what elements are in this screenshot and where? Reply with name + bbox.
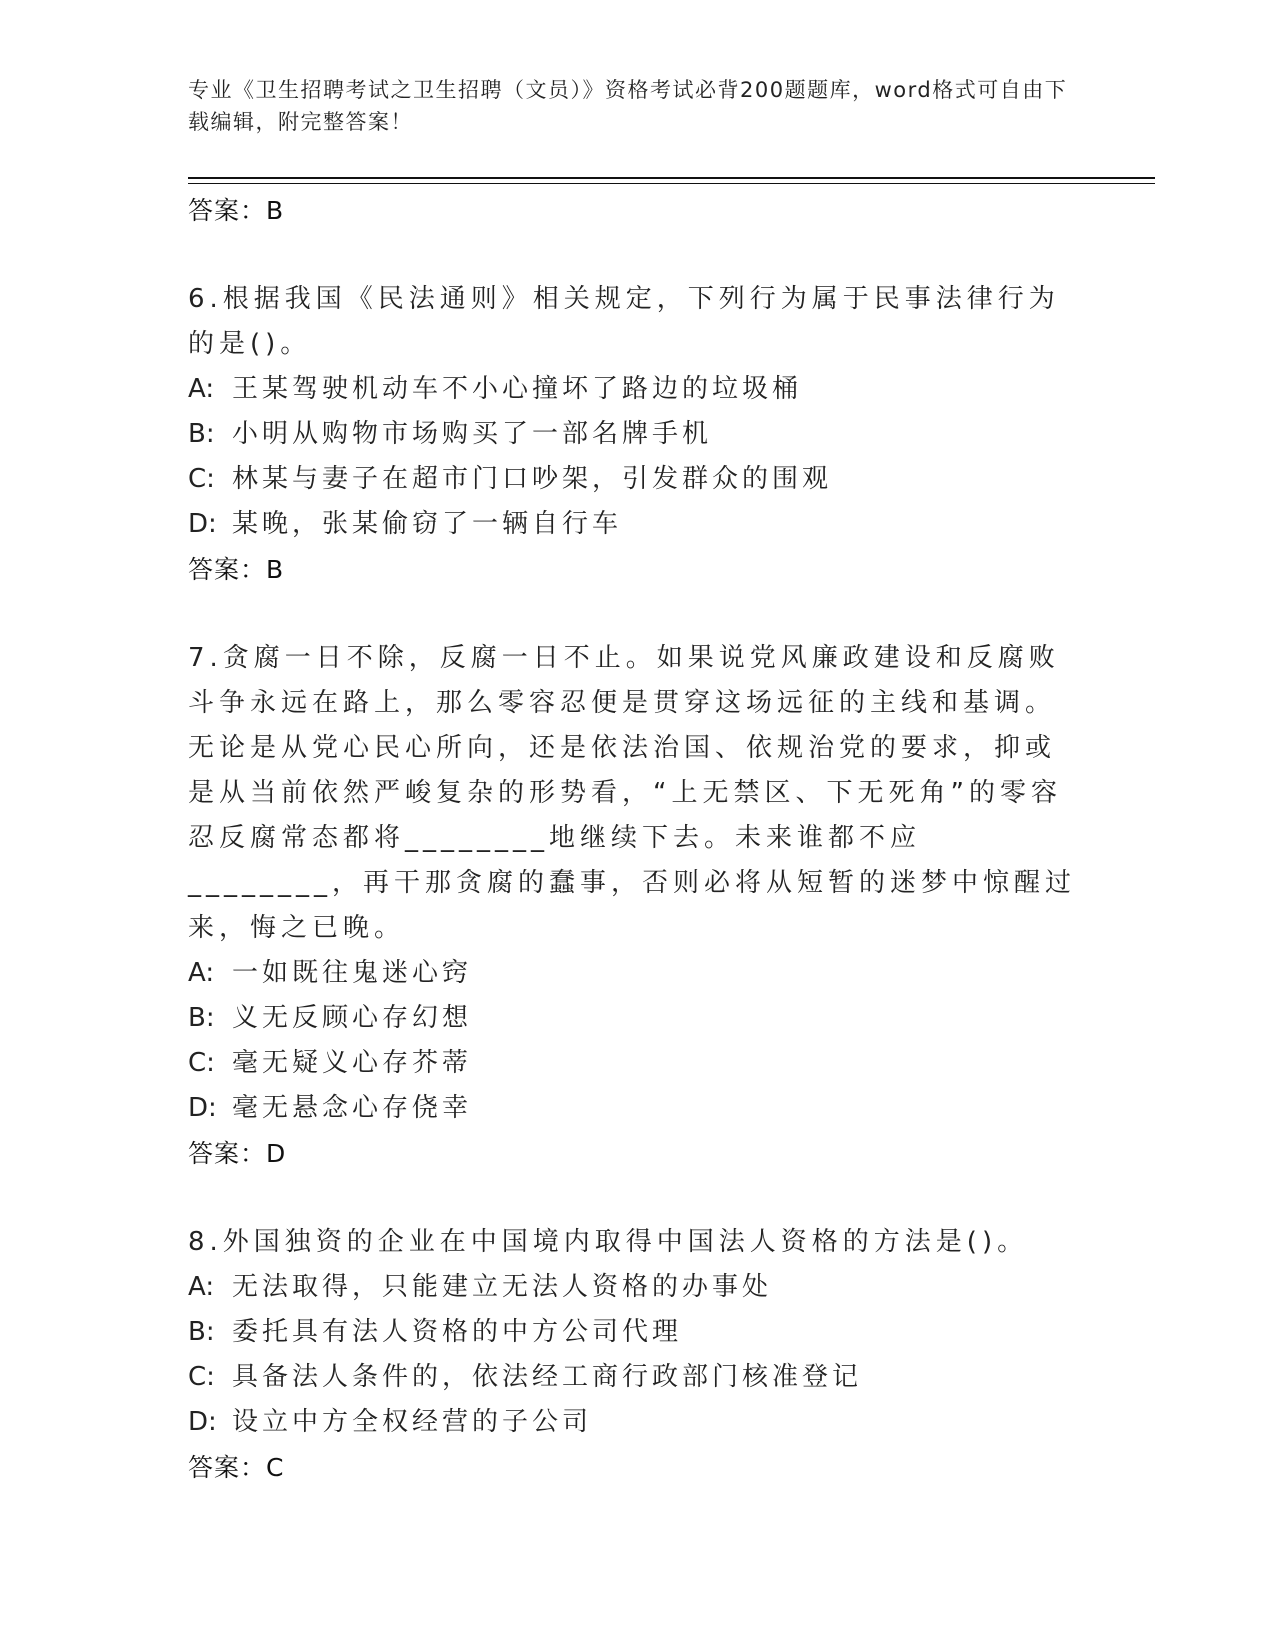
option-letter: C: [188, 1362, 215, 1392]
option-b [188, 1310, 1078, 1355]
option-letter: D: [188, 1407, 217, 1437]
question-block [188, 277, 1078, 593]
option-letter: D: [188, 1093, 217, 1123]
option-text: 无法取得，只能建立无法人资格的办事处 [232, 1272, 773, 1302]
option-text: 一如既往鬼迷心窍 [232, 958, 473, 988]
document-header: 专业《卫生招聘考试之卫生招聘（文员）》资格考试必背200题题库，word格式可自由下载编辑，附完整答案！ [188, 78, 1068, 134]
option-letter: C: [188, 1048, 215, 1078]
option-b [188, 996, 1078, 1041]
option-text: 王某驾驶机动车不小心撞坏了路边的垃圾桶 [232, 374, 803, 404]
option-c [188, 1355, 1078, 1400]
option-letter: A: [188, 1272, 215, 1302]
option-text: 具备法人条件的，依法经工商行政部门核准登记 [232, 1362, 863, 1392]
option-a [188, 1265, 1078, 1310]
header-divider-thick [188, 177, 1155, 179]
answer-line: 答案：D [188, 1139, 287, 1168]
answer-line: 答案：B [188, 555, 285, 584]
option-letter: A: [188, 958, 215, 988]
option-letter: B: [188, 1003, 215, 1033]
question-block [188, 636, 1078, 1177]
option-b [188, 412, 1078, 457]
option-letter: D: [188, 509, 217, 539]
header-divider-thin [188, 183, 1155, 184]
option-d [188, 1400, 1078, 1445]
answer-line: 答案：B [188, 196, 285, 225]
option-text: 毫无疑义心存芥蒂 [232, 1048, 473, 1078]
question-text: 6.根据我国《民法通则》相关规定，下列行为属于民事法律行为的是()。 [188, 284, 1060, 359]
option-text: 委托具有法人资格的中方公司代理 [232, 1317, 683, 1347]
option-c [188, 1041, 1078, 1086]
option-letter: A: [188, 374, 215, 404]
question-text: 7.贪腐一日不除，反腐一日不止。如果说党风廉政建设和反腐败斗争永远在路上，那么零容忍便是贯穿这场远征的主线和基调。无论是从党心民心所向，还是依法治国、依规治党的要求，抑或是从当前依然严峻复杂的形势看，“上无禁区、下无死角”的零容忍反腐常态都将________地继续下去。未来谁都不应________，再干那贪腐的蠢事，否则必将从短暂的迷梦中惊醒过来，悔之已晚。 [188, 643, 1077, 943]
option-text: 义无反顾心存幻想 [232, 1003, 473, 1033]
option-a [188, 951, 1078, 996]
option-d [188, 502, 1078, 547]
option-text: 某晚，张某偷窃了一辆自行车 [232, 509, 623, 539]
question-block [188, 1220, 1078, 1491]
option-c [188, 457, 1078, 502]
option-letter: C: [188, 464, 215, 494]
option-text: 林某与妻子在超市门口吵架，引发群众的围观 [232, 464, 833, 494]
option-letter: B: [188, 419, 215, 449]
option-text: 设立中方全权经营的子公司 [232, 1407, 593, 1437]
option-letter: B: [188, 1317, 215, 1347]
option-a [188, 367, 1078, 412]
option-d [188, 1086, 1078, 1131]
option-text: 小明从购物市场购买了一部名牌手机 [232, 419, 713, 449]
option-text: 毫无悬念心存侥幸 [232, 1093, 473, 1123]
answer-line: 答案：C [188, 1453, 285, 1482]
question-list [188, 188, 1078, 1491]
question-text: 8.外国独资的企业在中国境内取得中国法人资格的方法是()。 [188, 1227, 1029, 1257]
